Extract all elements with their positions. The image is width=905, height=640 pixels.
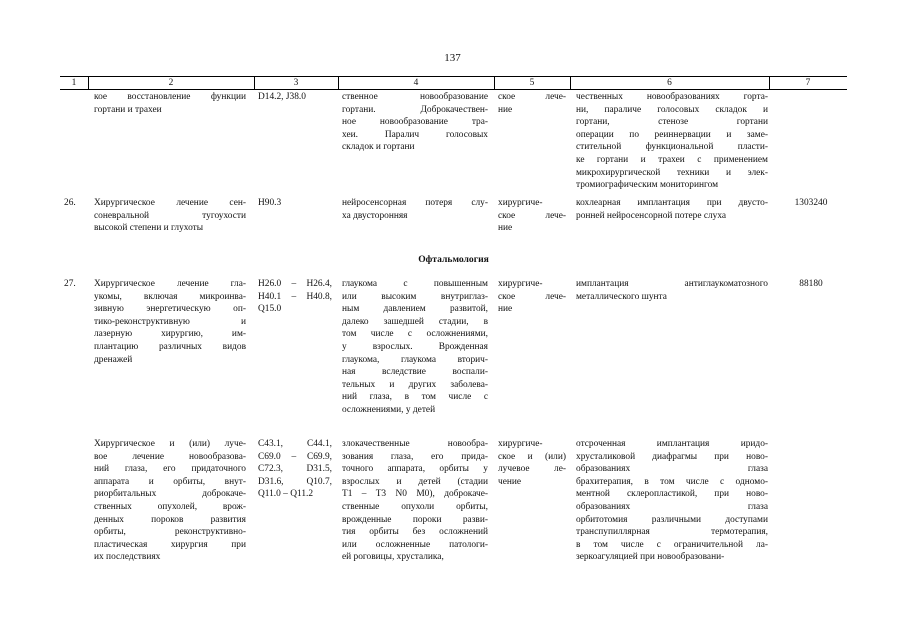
cell-text-line: денных пороков развития — [94, 514, 246, 525]
cell-text-line: 27. — [64, 279, 76, 289]
cell-text-line: вое лечение новообразова- — [94, 451, 246, 462]
cell-text-line: складок и гортани — [342, 142, 415, 153]
cell-text-line: D31.6, Q10.7, — [258, 476, 332, 487]
cell-text-line: ние — [498, 223, 513, 234]
cell-text-line: ственные опухоли орбиты, — [342, 501, 488, 512]
cell-text-line: том числе с осложнениями, — [342, 329, 488, 340]
cell-text-line: чение — [498, 476, 522, 487]
cell-text-line: стительной функциональной пласти- — [576, 142, 768, 153]
column-header: 2 — [168, 78, 174, 88]
cell-text-line: орбиты, реконструктивно- — [94, 527, 246, 538]
cell-text-line: металлического шунта — [576, 291, 667, 302]
cell-text-line: зивную энергетическую оп- — [94, 304, 246, 315]
table-cell-cost — [776, 278, 846, 291]
cell-text-line: брахитерапия, в том числе с одномо- — [576, 476, 768, 487]
cell-text-line: 1303240 — [794, 198, 828, 208]
cell-text-line: укомы, включая микроинва- — [94, 291, 246, 302]
cell-text-line: хеи. Паралич голосовых — [342, 129, 488, 140]
cell-text-line: дренажей — [94, 354, 133, 365]
cell-text-line: плантацию различных видов — [94, 341, 246, 352]
cell-text-line: 26. — [64, 198, 76, 208]
cell-text-line: далеко зашедшей стадии, в — [342, 316, 488, 327]
cell-text-line: лазерную хирургию, им- — [94, 329, 246, 340]
cell-text-line: злокачественные новообра- — [342, 439, 488, 449]
table-cell-name — [94, 438, 246, 564]
page-number: 137 — [444, 52, 461, 64]
cell-text-line: орбитотомия различными доступами — [576, 514, 768, 525]
table-cell-treatment — [498, 438, 566, 488]
table-cell-method — [576, 438, 768, 564]
table-cell-model — [342, 91, 488, 154]
cell-text-line: лучевое ле- — [498, 464, 566, 475]
cell-text-line: гортани. Доброкачествен- — [342, 104, 488, 115]
cell-text-line: в том числе с ограничительной ла- — [576, 539, 768, 550]
cell-text-line: ний глаза, его придаточного — [94, 464, 246, 475]
cell-text-line: ная вследствие воспали- — [342, 367, 488, 378]
cell-text-line: зования глаза, его прида- — [342, 451, 488, 462]
table-cell-model — [342, 278, 488, 417]
cell-text-line: хирургиче- — [498, 279, 543, 289]
cell-text-line: ное новообразование тра- — [342, 117, 488, 128]
cell-text-line: H26.0 – H26.4, — [258, 279, 332, 289]
cell-text-line: ей роговицы, хрусталика, — [342, 552, 444, 563]
table-cell-method — [576, 278, 768, 303]
table-header-row — [60, 76, 847, 90]
cell-text-line: ственное новообразование — [342, 92, 488, 102]
cell-text-line: ни, параличе голосовых складок и — [576, 104, 768, 115]
cell-text-line: пластическая хирургия при — [94, 539, 246, 550]
cell-text-line: гортани, стенозе гортани — [576, 117, 768, 128]
cell-text-line: ское лече- — [498, 210, 566, 221]
cell-text-line: D14.2, J38.0 — [258, 92, 306, 102]
table-cell-codes — [258, 197, 332, 210]
cell-text-line: точного аппарата, орбиты у — [342, 464, 488, 475]
cell-text-line: гортани и трахеи — [94, 104, 162, 115]
column-header: 5 — [529, 78, 535, 88]
cell-text-line: образованиях глаза — [576, 501, 768, 512]
cell-text-line: ние — [498, 304, 513, 315]
table-cell-model — [342, 438, 488, 564]
cell-text-line: высокой степени и глухоты — [94, 223, 204, 234]
cell-text-line: хирургиче- — [498, 439, 543, 449]
cell-text-line: врожденные пороки разви- — [342, 514, 488, 525]
section-title: Офтальмология — [418, 254, 489, 265]
cell-text-line: образованиях глаза — [576, 464, 768, 475]
table-cell-num — [64, 197, 86, 210]
cell-text-line: ке гортани и трахеи с применением — [576, 154, 768, 165]
column-header: 4 — [413, 78, 419, 88]
cell-text-line: Хирургическое лечение гла- — [94, 279, 246, 289]
cell-text-line: ным давлением развитой, — [342, 304, 488, 315]
table-cell-cost — [776, 197, 846, 210]
cell-text-line: у взрослых. Врожденная — [342, 341, 488, 352]
cell-text-line: имплантация антиглаукоматозного — [576, 279, 768, 289]
cell-text-line: H90.3 — [258, 198, 282, 208]
cell-text-line: ское и (или) — [498, 451, 566, 462]
cell-text-line: ское лече- — [498, 291, 566, 302]
cell-text-line: осложнениями, у детей — [342, 404, 436, 415]
cell-text-line: аппарата и орбиты, внут- — [94, 476, 246, 487]
cell-text-line: C43.1, C44.1, — [258, 439, 332, 449]
cell-text-line: H40.1 – H40.8, — [258, 291, 332, 302]
table-cell-method — [576, 91, 768, 192]
column-header: 6 — [667, 78, 672, 88]
cell-text-line: 88180 — [799, 279, 823, 289]
cell-text-line: глаукома с повышенным — [342, 279, 488, 289]
table-cell-name — [94, 197, 246, 235]
cell-text-line: ственных опухолей, врож- — [94, 501, 246, 512]
table-cell-treatment — [498, 278, 566, 316]
cell-text-line: T1 – T3 N0 M0), доброкаче- — [342, 489, 488, 500]
column-header: 7 — [805, 78, 811, 88]
cell-text-line: ха двусторонняя — [342, 210, 408, 221]
cell-text-line: C72.3, D31.5, — [258, 464, 332, 475]
cell-text-line: Q11.0 – Q11.2 — [258, 489, 314, 500]
cell-text-line: операции по реиннервации и заме- — [576, 129, 768, 140]
cell-text-line: соневральной тугоухости — [94, 210, 246, 221]
cell-text-line: тико-реконструктивную и — [94, 316, 246, 327]
cell-text-line: Хирургическое лечение сен- — [94, 198, 246, 208]
table-cell-name — [94, 91, 246, 116]
table-cell-model — [342, 197, 488, 222]
cell-text-line: взрослых и детей (стадии — [342, 476, 488, 487]
cell-text-line: ментной склеропластикой, при ново- — [576, 489, 768, 500]
cell-text-line: хирургиче- — [498, 198, 543, 208]
cell-text-line: C69.0 – C69.9, — [258, 451, 332, 462]
cell-text-line: глаукома, глаукома вторич- — [342, 354, 488, 365]
table-cell-codes — [258, 91, 332, 104]
table-cell-treatment — [498, 197, 566, 235]
cell-text-line: их последствиях — [94, 552, 161, 563]
cell-text-line: отсроченная имплантация иридо- — [576, 439, 768, 449]
cell-text-line: чественных новообразованиях горта- — [576, 92, 768, 102]
column-header: 1 — [71, 78, 77, 88]
cell-text-line: хрусталиковой диафрагмы при ново- — [576, 451, 768, 462]
table-cell-method — [576, 197, 768, 222]
cell-text-line: нейросенсорная потеря слу- — [342, 198, 488, 208]
column-header: 3 — [293, 78, 299, 88]
table-cell-name — [94, 278, 246, 366]
cell-text-line: кое восстановление функции — [94, 92, 246, 102]
table-cell-num — [64, 278, 86, 291]
table-cell-treatment — [498, 91, 566, 116]
cell-text-line: микрохирургической техники и элек- — [576, 167, 768, 178]
cell-text-line: Q15.0 — [258, 304, 282, 315]
cell-text-line: ское лече- — [498, 92, 566, 102]
cell-text-line: тромиографическим мониторингом — [576, 180, 719, 191]
cell-text-line: Хирургическое и (или) луче- — [94, 439, 246, 449]
cell-text-line: ронней нейросенсорной потере слуха — [576, 210, 727, 221]
cell-text-line: зеркоагуляцией при новообразовани- — [576, 552, 725, 563]
table-cell-codes — [258, 278, 332, 316]
cell-text-line: или осложненные патологи- — [342, 539, 488, 550]
cell-text-line: ний глаза, в том числе с — [342, 392, 488, 403]
cell-text-line: ние — [498, 104, 513, 115]
cell-text-line: транспупиллярная термотерапия, — [576, 527, 768, 538]
cell-text-line: кохлеарная имплантация при двусто- — [576, 198, 768, 208]
cell-text-line: риорбитальных доброкаче- — [94, 489, 246, 500]
cell-text-line: тельных и других заболева- — [342, 379, 488, 390]
cell-text-line: тия орбиты без осложнений — [342, 527, 488, 538]
cell-text-line: или высоким внутриглаз- — [342, 291, 488, 302]
table-cell-codes — [258, 438, 332, 501]
